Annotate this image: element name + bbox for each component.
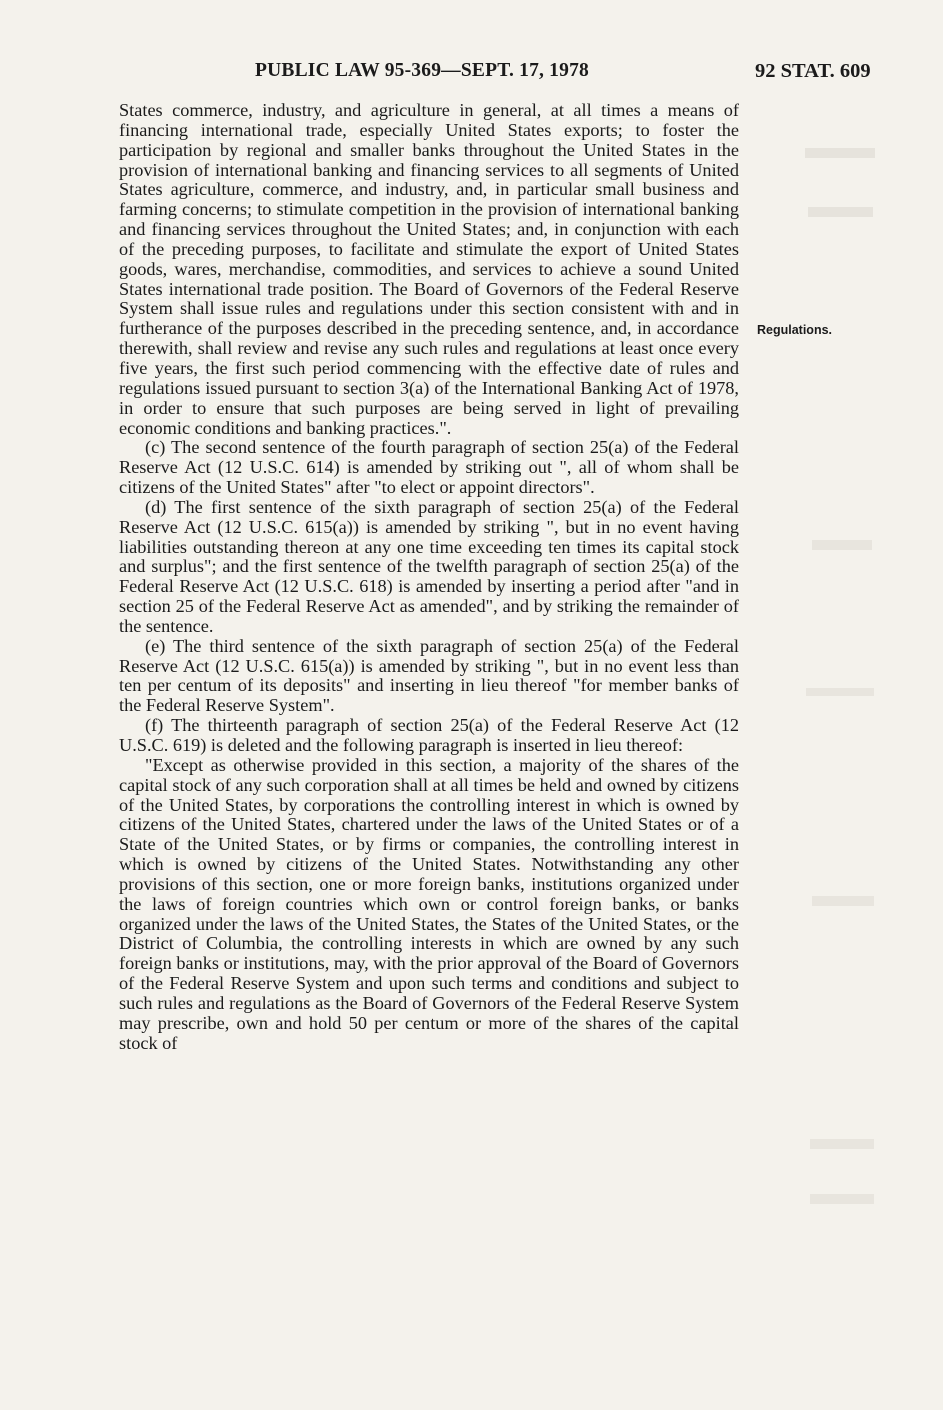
body-paragraph: "Except as otherwise provided in this section, a majority of the shares of the capital stock of any such corporation shall at all times be held and owned by citizens of the United States, by corporations the controlling interest in which is owned by citizens of the United States, chartered under the laws of the United States or of a State of the United States, or by firms or companies, the controlling interest in which is owned by citizens of the United States. Notwithstanding any other provisions of this section, one or more foreign banks, institutions organized under the laws of foreign countries which own or control foreign banks, or banks organized under the laws of the United States, the States of the United States, or the District of Columbia, the controlling interests in which are owned by any such foreign banks or institutions, may, with the prior approval of the Board of Governors of the Federal Reserve System and upon such terms and conditions and subject to such rules and regulations as the Board of Governors of the Federal Reserve System may prescribe, own and hold 50 per centum or more of the shares of the capital stock of	[119, 754, 739, 1053]
body-paragraph: States commerce, industry, and agriculture in general, at all times a means of financing international trade, especially United States exports; to foster the participation by regional and smaller banks throughout the United States in the provision of international banking and financing services to all segments of United States agriculture, commerce, and industry, and, in particular small business and farming concerns; to stimulate competition in the provision of international banking and financing services throughout the United States; and, in conjunction with each of the preceding purposes, to facilitate and stimulate the export of United States goods, wares, merchandise, commodities, and services to achieve a sound United States international trade position. The Board of Governors of the Federal Reserve System shall issue rules and regulations under this section consistent with and in furtherance of the purposes described in the preceding sentence, and, in accordance therewith, shall review and revise any such rules and regulations at least once every five years, the first such period commencing with the effective date of rules and regulations issued pursuant to section 3(a) of the International Banking Act of 1978, in order to ensure that such purposes are being served in light of prevailing economic conditions and banking practices.".	[119, 100, 739, 438]
margin-note-regulations: Regulations.	[757, 323, 833, 337]
page-header-title: PUBLIC LAW 95-369—SEPT. 17, 1978	[255, 60, 589, 81]
bleed-through-mark	[812, 540, 872, 550]
bleed-through-mark	[812, 896, 874, 906]
body-paragraph: (f) The thirteenth paragraph of section 25(a) of the Federal Reserve Act (12 U.S.C. 619) is deleted and the following paragraph is inserted in lieu thereof:	[119, 715, 739, 755]
page-header-stat-ref: 92 STAT. 609	[755, 60, 871, 82]
statute-body	[119, 101, 739, 1054]
bleed-through-mark	[808, 207, 873, 217]
bleed-through-mark	[806, 688, 874, 696]
bleed-through-mark	[810, 1139, 874, 1149]
bleed-through-mark	[805, 148, 875, 158]
bleed-through-mark	[810, 1194, 874, 1204]
body-paragraph: (d) The first sentence of the sixth paragraph of section 25(a) of the Federal Reserve Act (12 U.S.C. 615(a)) is amended by striking ", but in no event having liabilities outstanding thereon at any one time exceeding ten times its capital stock and surplus"; and the first sentence of the twelfth paragraph of section 25(a) of the Federal Reserve Act (12 U.S.C. 618) is amended by inserting a period after "and in section 25 of the Federal Reserve Act as amended", and by striking the remainder of the sentence.	[119, 496, 739, 636]
body-paragraph: (c) The second sentence of the fourth paragraph of section 25(a) of the Federal Reserve Act (12 U.S.C. 614) is amended by striking out ", all of whom shall be citizens of the United States" after "to elect or appoint directors".	[119, 437, 739, 498]
body-paragraph: (e) The third sentence of the sixth paragraph of section 25(a) of the Federal Reserve Act (12 U.S.C. 615(a)) is amended by striking ", but in no event less than ten per centum of its deposits" and inserting in lieu thereof "for member banks of the Federal Reserve System".	[119, 635, 739, 716]
